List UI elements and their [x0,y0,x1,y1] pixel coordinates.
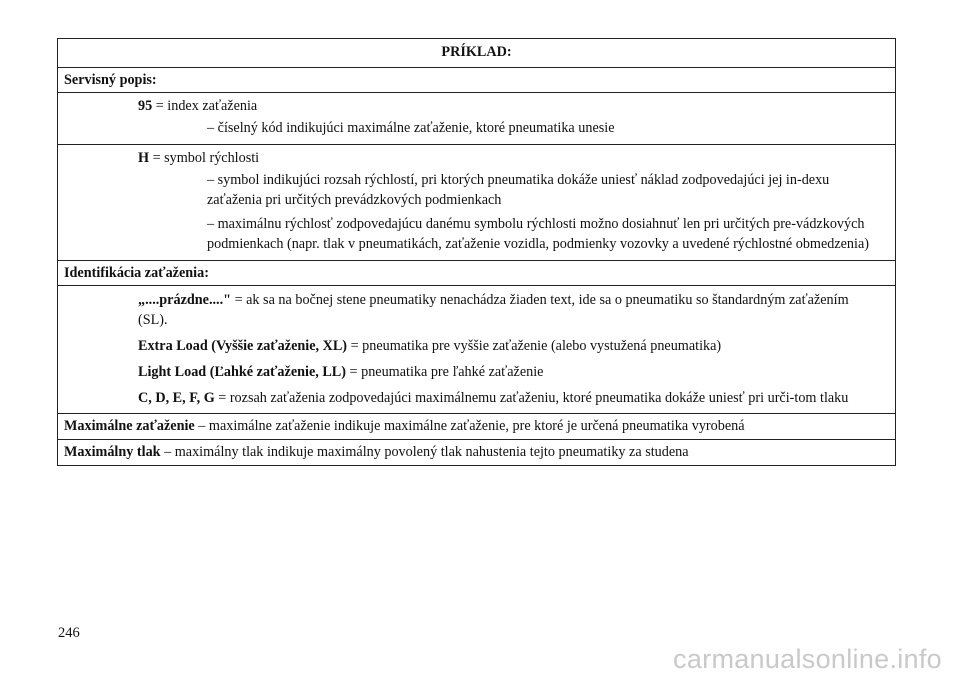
speed-symbol-explanation-2: – maximálnu rýchlosť zodpovedajúcu danému symbolu rýchlosti možno dosiahnuť len pri určitých pre-vádzkových podmienkach (napr. tlak v pneumatikách, zaťaženie vozidla, podmienky vozovky a uvedené rýchlostné obmedzenia) [207,216,869,252]
load-index-desc: = index zaťaženia [152,98,258,114]
load-index-explanation: – číselný kód indikujúci maximálne zaťaženie, ktoré pneumatika unesie [207,120,615,136]
load-id-text: = pneumatika pre vyššie zaťaženie (alebo vystužená pneumatika) [347,338,722,354]
load-id-text: = rozsah zaťaženia zodpovedajúci maximálnemu zaťaženiu, ktoré pneumatika dokáže uniesť pri urči-tom tlaku [214,390,849,406]
max-load-row [58,414,896,440]
load-id-term: Light Load (Ľahké zaťaženie, LL) [138,364,346,380]
load-index-cell [58,93,896,145]
example-table [57,38,896,466]
load-id-heading-row [58,261,896,286]
load-id-row [58,286,896,414]
load-index-code: 95 [138,98,153,114]
speed-symbol-code: H [138,150,150,166]
load-id-heading: Identifikácia zaťaženia: [58,261,896,286]
load-id-item [138,290,881,330]
load-id-term: Extra Load (Vyššie zaťaženie, XL) [138,338,348,354]
load-id-text: = pneumatika pre ľahké zaťaženie [346,364,544,380]
page-number: 246 [58,625,80,641]
watermark: carmanualsonline.info [673,644,942,674]
load-id-item [138,336,881,356]
load-id-item [138,388,881,408]
max-pressure-cell [58,440,896,466]
max-load-text: – maximálne zaťaženie indikuje maximálne zaťaženie, pre ktoré je určená pneumatika vyrobená [194,418,745,434]
speed-symbol-explanation-1: – symbol indikujúci rozsah rýchlostí, pri ktorých pneumatika dokáže uniesť náklad zodpovedajúci jej in-dexu zaťaženia pri určitých prevádzkových podmienkach [207,172,830,208]
speed-symbol-cell [58,145,896,261]
speed-symbol-line [138,148,881,168]
speed-symbol-row [58,145,896,261]
load-id-term: C, D, E, F, G [138,390,215,406]
load-id-term: „....prázdne...." [138,292,232,308]
max-pressure-row [58,440,896,466]
speed-symbol-desc: = symbol rýchlosti [149,150,260,166]
max-pressure-text: – maximálny tlak indikuje maximálny povolený tlak nahustenia tejto pneumatiky za studena [160,444,689,460]
load-id-cell [58,286,896,414]
load-id-item [138,362,881,382]
load-index-row [58,93,896,145]
service-heading-row [58,68,896,93]
load-index-line [138,96,881,116]
service-heading: Servisný popis: [58,68,896,93]
load-id-text: = ak sa na bočnej stene pneumatiky nenachádza žiaden text, ide sa o pneumatiku so štandardným zaťažením (SL). [138,292,849,328]
max-pressure-term: Maximálny tlak [64,444,161,460]
max-load-term: Maximálne zaťaženie [64,418,195,434]
max-load-cell [58,414,896,440]
header-row [58,39,896,68]
table-title: PRÍKLAD: [58,39,896,68]
